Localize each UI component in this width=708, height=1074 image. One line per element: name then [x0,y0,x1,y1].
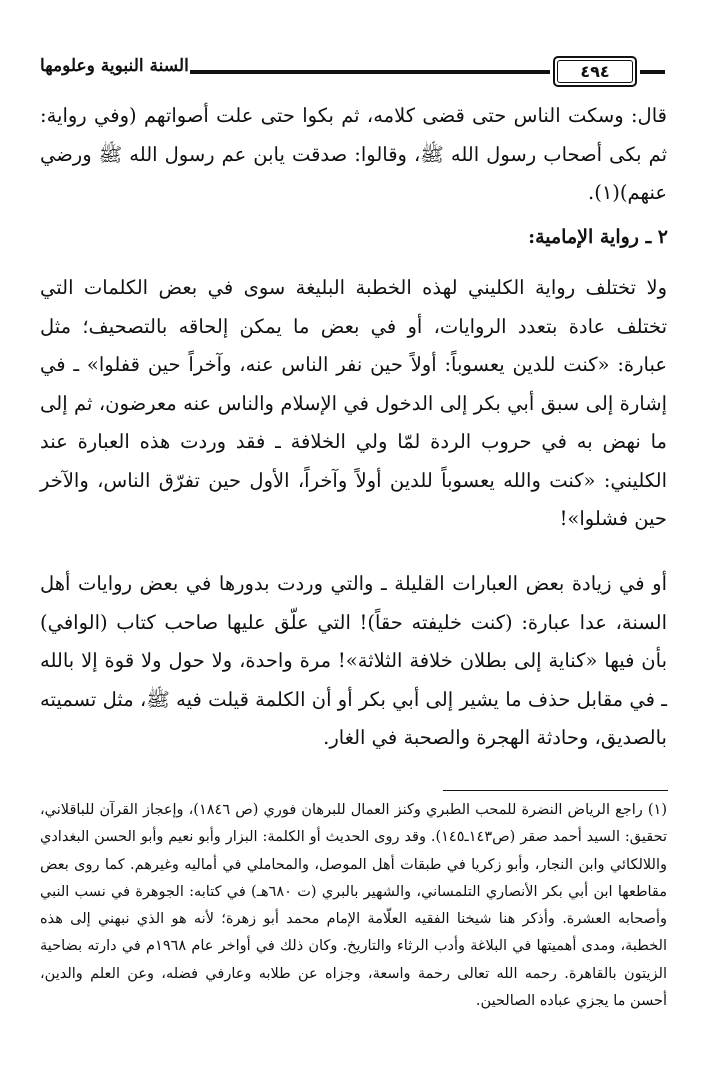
footnote-separator [443,790,668,791]
paragraph-quote-ending [40,97,667,213]
header-rule [190,70,550,74]
page-number-frame [553,56,637,87]
header-rule-end [640,70,665,74]
section-heading: ٢ ـ رواية الإمامية: [528,226,668,248]
running-header [40,50,665,90]
paragraph-kulayni-narration [40,269,667,539]
page-number: ٤٩٤ [580,62,610,81]
paragraph-text: قال: وسكت الناس حتى قضى كلامه، ثم بكوا حتى علت أصواتهم (وفي رواية: ثم بكى أصحاب رسول الله ﷺ، وقالوا: صدقت يابن عم رسول الله ﷺ ورضي عنهم)(١). [40,104,668,204]
paragraph-additions [40,565,667,758]
paragraph-text: أو في زيادة بعض العبارات القليلة ـ والتي وردت بدورها في بعض روايات أهل السنة، عدا عبارة: (كنت خليفته حقاً)! التي علّق عليها صاحب كتاب (الوافي) بأن فيها «كناية إلى بطلان خلافة الثلاثة»! مرة واحدة، ولا حول ولا قوة إلا بالله ـ في مقابل حذف ما يشير إلى أبي بكر أو أن الكلمة قيلت فيه ﷺ، مثل تسميته بالصديق، وحادثة الهجرة والصحبة في الغار. [40,572,667,749]
footnote-text: (١) راجع الرياض النضرة للمحب الطبري وكنز العمال للبرهان فوري (ص ١٨٤٦)، وإعجاز القرآن للباقلاني، تحقيق: السيد أحمد صقر (ص١٤٣ـ١٤٥). وقد روى الحديث أو الكلمة: البزار وأبو نعيم وأبو الحسن البغدادي واللالكائي وابن النجار، وأبو زكريا في طبقات أهل الموصل، والمحاملي في أماليه وغيرهم. كما روى بعض مقاطعها ابن أبي بكر الأنصاري التلمساني، والشهير بالبري (ت ٦٨٠هـ) في كتابه: الجوهرة في نسب النبي وأصحابه العشرة. وأذكر هنا شيخنا الفقيه العلّامة الإمام محمد أبو زهرة؛ لأنه هو الذي نبهني إلى هذه الخطبة، ومدى أهميتها في البلاغة وأدب الرثاء والتاريخ. وكان ذلك في أواخر عام ١٩٦٨م في دارته بضاحية الزيتون بالقاهرة. رحمه الله تعالى رحمة واسعة، وجزاه عن طلابه وعارفي فضله، وعن العلم والدين، أحسن ما يجزي عباده الصالحين. [40,802,668,1010]
footnote [40,797,667,1015]
paragraph-text: ولا تختلف رواية الكليني لهذه الخطبة البليغة سوى في بعض الكلمات التي تختلف عادة بتعدد الروايات، أو في بعض ما يمكن إلحاقه بالتصحيف؛ مثل عبارة: «كنت للدين يعسوباً: أولاً حين نفر الناس عنه، وآخراً حين قفلوا» ـ في إشارة إلى سبق أبي بكر إلى الدخول في الإسلام والناس عنه معرضون، ثم إلى ما نهض به في حروب الردة لمّا ولي الخلافة ـ فقد وردت هذه العبارة عند الكليني: «كنت والله يعسوباً للدين أولاً وآخراً، الأول حين تفرّق الناس، والآخر حين فشلوا»! [40,276,667,530]
running-header-title: السنة النبوية وعلومها [40,56,189,76]
